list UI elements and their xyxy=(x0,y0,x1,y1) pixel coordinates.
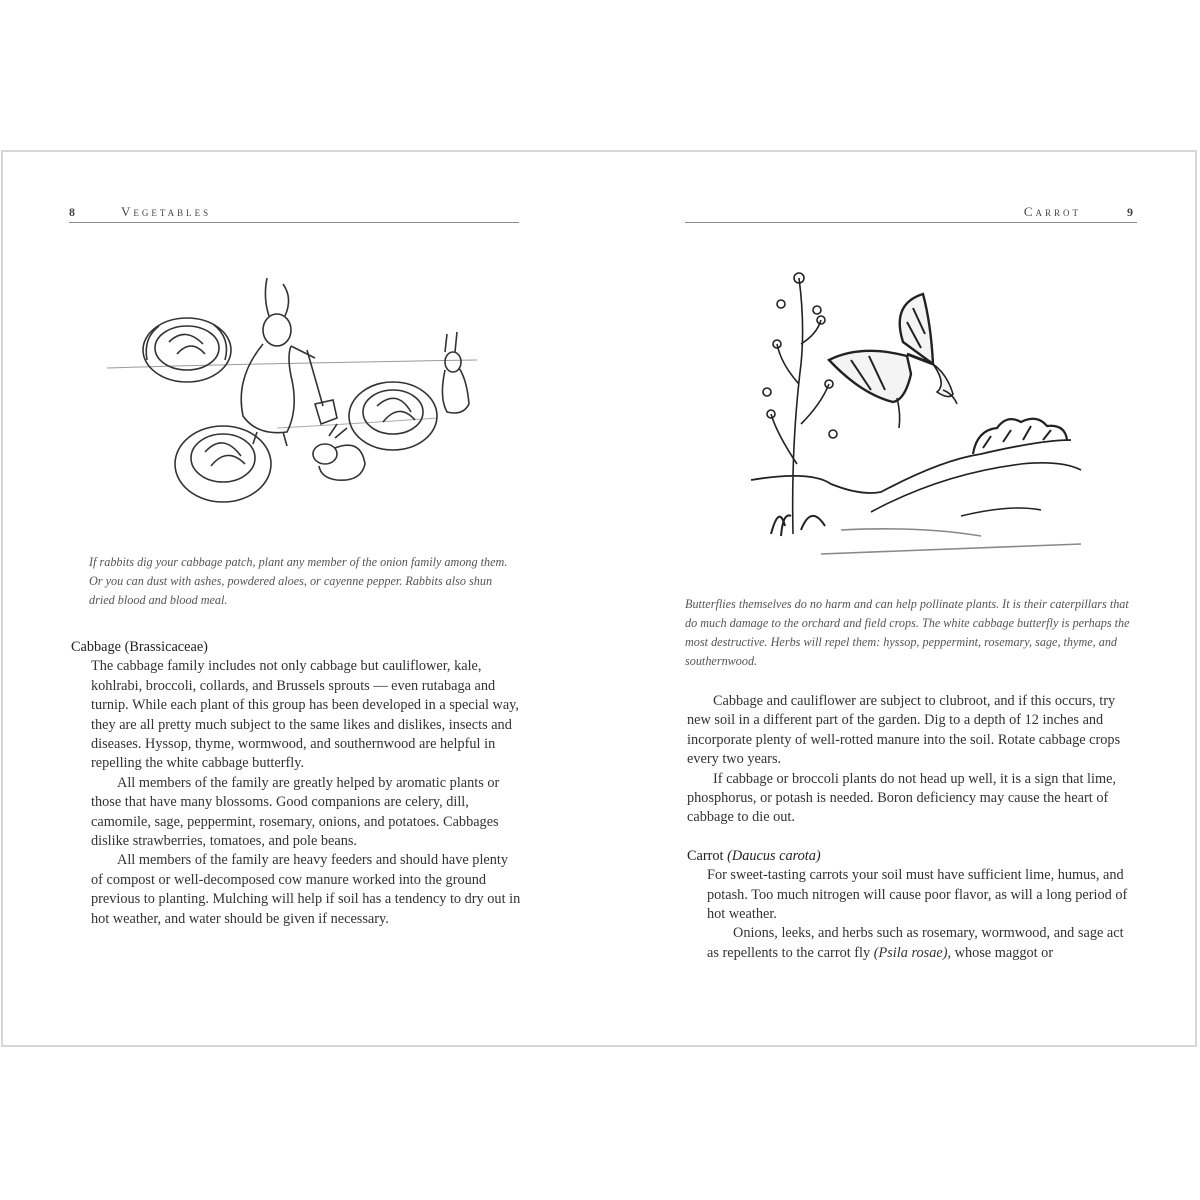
book-spread xyxy=(1,150,1197,1047)
flower-icon xyxy=(763,273,837,536)
butterfly-meadow-illustration xyxy=(721,264,1121,574)
illustration-caption: If rabbits dig your cabbage patch, plant any member of the onion family among them. Or you can dust with ashes, powdered aloes, or cayenne pepper. Rabbits also shun dried blood and blood meal. xyxy=(89,555,508,608)
butterfly-icon xyxy=(829,294,957,428)
entry-common-name: Carrot xyxy=(687,847,724,864)
rabbit-icon xyxy=(313,424,365,480)
paragraph: If cabbage or broccoli plants do not head up well, it is a sign that lime, phosphorus, or potash is needed. Boron deficiency may cause the heart of cabbage to die out. xyxy=(687,770,1116,826)
paragraph: The cabbage family includes not only cabbage but cauliflower, kale, kohlrabi, broccoli, collards, and Brussels sprouts — even rutabaga and turnip. While each plant of this group has been developed in a special way, they are all pretty much subject to the same likes and dislikes, insects and diseases. Hyssop, thyme, wormwood, and southernwood are helpful in repelling the white cabbage butterfly. xyxy=(91,658,519,772)
paragraph xyxy=(687,924,1139,963)
entry-heading-cabbage: Cabbage (Brassicaceae) xyxy=(71,639,208,655)
cabbage-icon xyxy=(175,426,271,502)
rabbit-icon xyxy=(241,278,315,446)
text-run: Onions, leeks, and herbs such as rosemary, wormwood, and sage act as repellents to the carrot fly xyxy=(707,925,1124,961)
cabbage-icon xyxy=(143,318,231,382)
paragraph: All members of the family are greatly helped by aromatic plants or those that have many blossoms. Good companions are celery, dill, camomile, sage, peppermint, rosemary, onions, and potatoes. Cabbages dislike strawberries, tomatoes, and pole beans. xyxy=(91,774,500,850)
entry-heading-carrot xyxy=(687,847,1139,866)
page-number: 8 xyxy=(69,205,75,219)
body-text xyxy=(687,692,1139,963)
paragraph: All members of the family are heavy feeders and should have plenty of compost or well-decomposed cow manure worked into the ground previous to planting. Mulching will help if soil has a tendency to dry out in hot weather, and water should be given if necessary. xyxy=(91,852,521,927)
left-page xyxy=(3,152,601,1045)
body-text xyxy=(71,638,521,929)
entry-latin-name: (Daucus carota) xyxy=(727,847,821,864)
scientific-name: (Psila rosae) xyxy=(873,944,948,961)
page-number: 9 xyxy=(1127,205,1133,219)
rabbit-icon xyxy=(442,332,469,413)
running-title: Carrot xyxy=(1023,204,1081,219)
illustration-caption: Butterflies themselves do no harm and can help pollinate plants. It is their caterpillars that do much damage to the orchard and field crops. The white cabbage butterfly is perhaps the most destructive. Herbs will repel them: hyssop, peppermint, rosemary, sage, thyme, and southernwood. xyxy=(685,597,1130,669)
cabbage-icon xyxy=(349,382,437,450)
right-page xyxy=(601,152,1199,1045)
text-run: , whose maggot or xyxy=(947,944,1054,961)
paragraph: For sweet-tasting carrots your soil must have sufficient lime, humus, and potash. Too much nitrogen will cause poor flavor, as will a long period of hot weather. xyxy=(707,867,1128,923)
shrub-icon xyxy=(973,419,1067,454)
header-rule xyxy=(685,222,1137,223)
spade-icon xyxy=(307,350,337,424)
section-spacer xyxy=(687,828,1139,847)
running-head-left xyxy=(69,204,519,224)
rabbits-cabbage-illustration xyxy=(107,268,477,518)
running-title: Vegetables xyxy=(121,204,212,219)
running-head-right xyxy=(683,204,1133,224)
paragraph: Cabbage and cauliflower are subject to clubroot, and if this occurs, try new soil in a different part of the garden. Dig to a depth of 12 inches and incorporate plenty of well-rotted manure into the soil. Rotate cabbage crops every two years. xyxy=(687,693,1121,768)
header-rule xyxy=(69,222,519,223)
